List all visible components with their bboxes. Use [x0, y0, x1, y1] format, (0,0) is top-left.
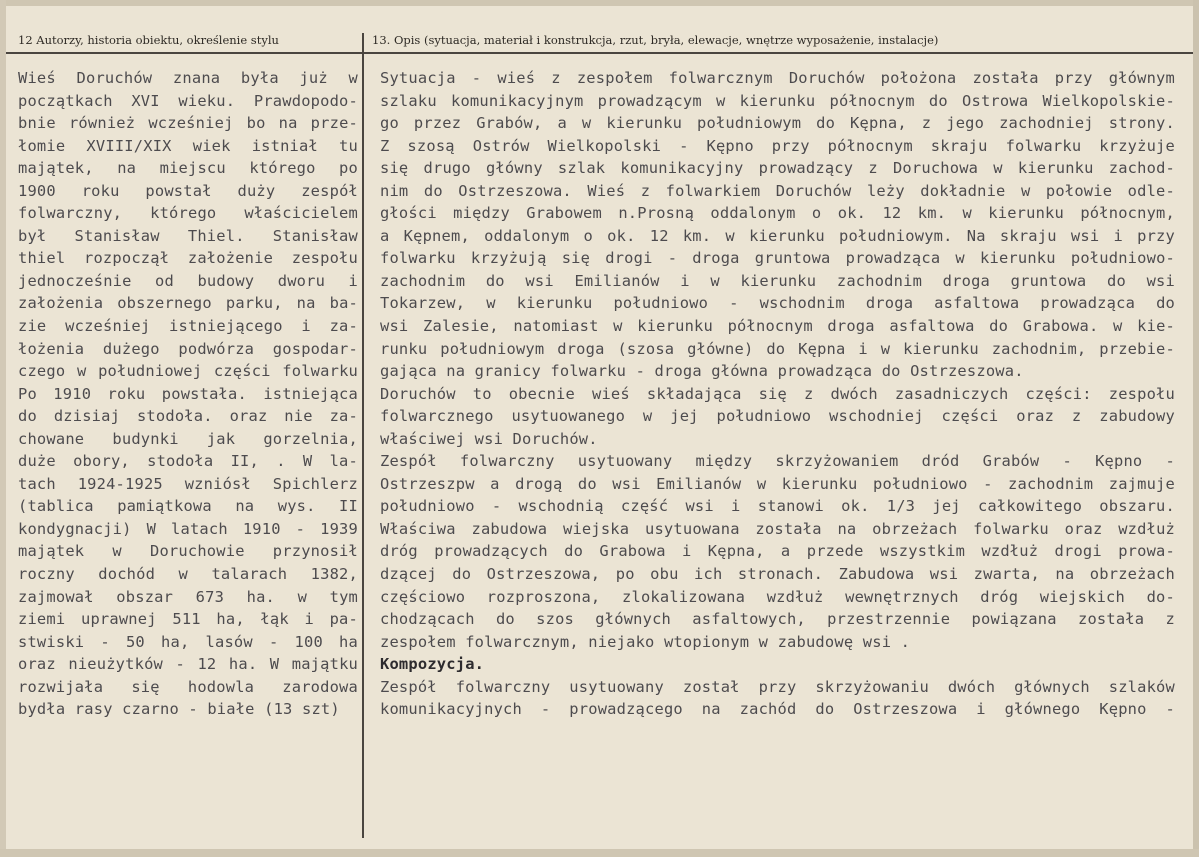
description-line: a Kępnem, oddalonym o ok. 12 km. w kierunku południowym. Na skraju wsi i przy [380, 226, 1175, 245]
history-line: kondygnacji) W latach 1910 - 1939 [18, 519, 358, 538]
history-line: rozwijała się hodowla zarodowa [18, 677, 358, 696]
history-line: zie wcześniej istniejącego i za- [18, 317, 358, 336]
history-line: 1900 roku powstał duży zespół [18, 181, 358, 200]
kompozycja-heading: Kompozycja. [380, 655, 485, 674]
history-line: łomie XVIII/XIX wiek istniał tu [18, 136, 358, 155]
description-line: chodzącach do szos głównych asfaltowych, przestrzennie powiązana została z [380, 610, 1175, 629]
description-line: Zespół folwarczny usytuowany został przy skrzyżowaniu dwóch głównych szlaków [380, 677, 1175, 696]
section-12-header: 12 Autorzy, historia obiektu, określenie stylu [18, 33, 279, 47]
history-line: ziemi uprawnej 511 ha, łąk i pa- [18, 610, 358, 629]
description-line: właściwej wsi Doruchów. [380, 429, 598, 448]
history-line: czego w południowej części folwarku [18, 362, 358, 381]
description-line: dróg prowadzących do Grabowa i Kępna, a przede wszystkim wzdłuż drogi prowa- [380, 542, 1175, 561]
description-line: głości między Grabowem n.Prosną oddalonym o ok. 12 km. w kierunku północnym, [380, 204, 1175, 223]
history-line: majątek, na miejscu którego po [18, 159, 358, 178]
history-line: folwarczny, którego właścicielem [18, 204, 358, 223]
description-line: Sytuacja - wieś z zespołem folwarcznym Doruchów położona została przy głównym [380, 69, 1175, 87]
history-line: zajmował obszar 673 ha. w tym [18, 587, 358, 606]
description-line: gająca na granicy folwarku - droga główna prowadząca do Ostrzeszowa. [380, 362, 1024, 381]
history-line: jednocześnie od budowy dworu i [18, 271, 358, 290]
description-line: Zespół folwarczny usytuowany między skrzyżowaniem dród Grabów - Kępno - [380, 452, 1175, 471]
paper-edge-left [0, 0, 6, 857]
history-line: duże obory, stodoła II, . W la- [18, 452, 358, 471]
description-line: Właściwa zabudowa wiejska usytuowana została na obrzeżach folwarku oraz wzdłuż [380, 519, 1175, 538]
description-line: folwarcznego usytuowanego w jej południowo wschodniej części oraz z zabudowy [380, 407, 1175, 426]
description-line: Z szosą Ostrów Wielkopolski - Kępno przy północnym skraju folwarku krzyżuje [380, 136, 1175, 155]
description-line: częściowo rozproszona, zlokalizowana wzdłuż wewnętrznych dróg wiejskich do- [380, 587, 1175, 606]
history-line: tach 1924-1925 wzniósł Spichlerz [18, 474, 358, 493]
description-line: szlaku komunikacyjnym prowadzącym w kierunku północnym do Ostrowa Wielkopolskie- [380, 91, 1175, 110]
description-line: wsi Zalesie, natomiast w kierunku północnym droga asfaltowa do Grabowa. w kie- [380, 317, 1175, 336]
history-line: chowane budynki jak gorzelnia, [18, 429, 358, 448]
history-line: Wieś Doruchów znana była już w [18, 69, 358, 87]
header-divider-line [6, 52, 1193, 54]
description-line: nim do Ostrzeszowa. Wieś z folwarkiem Doruchów leży dokładnie w połowie odle- [380, 181, 1175, 200]
history-line: założenia obszernego parku, na ba- [18, 294, 358, 313]
column-divider-line [362, 33, 364, 838]
history-line: początkach XVI wieku. Prawdopodo- [18, 91, 358, 110]
description-line: folwarku krzyżują się drogi - droga gruntowa prowadząca w kierunku południowo- [380, 249, 1175, 268]
history-line: roczny dochód w talarach 1382, [18, 565, 358, 584]
description-line: Tokarzew, w kierunku południowo - wschodnim droga asfaltowa prowadząca do [380, 294, 1175, 313]
paper-edge-top [0, 0, 1199, 6]
description-line: runku południowym droga (szosa główne) do Kępna i w kierunku zachodnim, przebie- [380, 339, 1175, 358]
history-line: majątek w Doruchowie przynosił [18, 542, 358, 561]
description-line: południowo - wschodnią część wsi i stanowi ok. 1/3 jej całkowitego obszaru. [380, 497, 1175, 516]
history-line: bnie również wcześniej bo na prze- [18, 114, 358, 133]
history-line: thiel rozpoczął założenie zespołu [18, 249, 358, 268]
description-line: go przez Grabów, a w kierunku południowym do Kępna, z jego zachodniej strony. [380, 114, 1175, 133]
description-line: dzącej do Ostrzeszowa, po obu ich stronach. Zabudowa wsi zwarta, na obrzeżach [380, 565, 1175, 584]
description-line: Ostrzeszpw a drogą do wsi Emilianów w kierunku południowo - zachodnim zajmuje [380, 474, 1175, 493]
description-text-column [380, 67, 1180, 721]
history-line: do dzisiaj stodoła. oraz nie za- [18, 407, 358, 426]
description-line: komunikacyjnych - prowadzącego na zachód do Ostrzeszowa i głównego Kępno - [380, 700, 1175, 719]
description-line: się drugo główny szlak komunikacyjny prowadzący z Doruchowa w kierunku zachod- [380, 159, 1175, 178]
history-line: bydła rasy czarno - białe (13 szt) [18, 700, 340, 719]
description-line: Doruchów to obecnie wieś składająca się z dwóch zasadniczych części: zespołu [380, 384, 1175, 403]
history-line: oraz nieużytków - 12 ha. W majątku [18, 655, 358, 674]
history-line: był Stanisław Thiel. Stanisław [18, 226, 358, 245]
history-line: (tablica pamiątkowa na wys. II [18, 497, 358, 516]
paper-edge-bottom [0, 849, 1199, 857]
paper-edge-right [1193, 0, 1199, 857]
history-line: stwiski - 50 ha, lasów - 100 ha [18, 632, 358, 651]
history-line: Po 1910 roku powstała. istniejąca [18, 384, 358, 403]
section-13-header: 13. Opis (sytuacja, materiał i konstrukcja, rzut, bryła, elewacje, wnętrze wyposażenie, instalacje) [372, 33, 939, 47]
description-line: zachodnim do wsi Emilianów i w kierunku zachodnim droga gruntowa do wsi [380, 271, 1175, 290]
history-text-column [18, 67, 358, 721]
description-line: zespołem folwarcznym, niejako wtopionym w zabudowę wsi . [380, 632, 911, 651]
history-line: łożenia dużego podwórza gospodar- [18, 339, 358, 358]
